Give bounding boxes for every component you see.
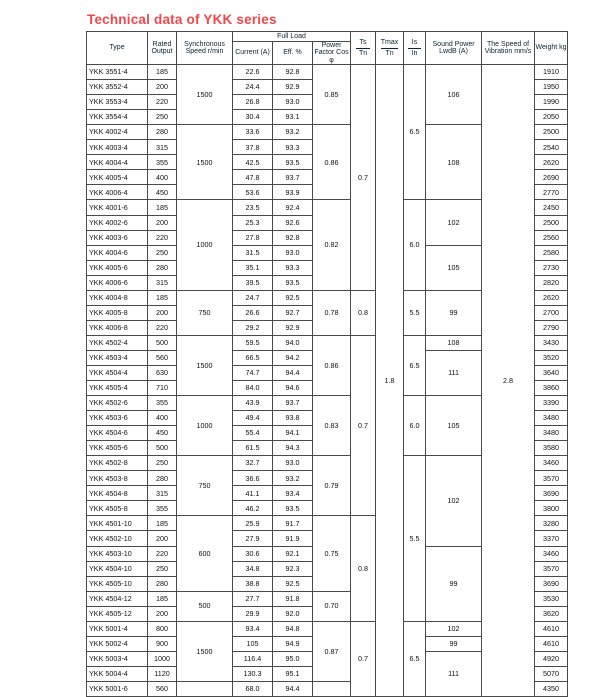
header-current: Current (A) [233, 42, 273, 65]
cell-weight: 3280 [535, 516, 568, 531]
cell-weight: 1910 [535, 65, 568, 80]
cell-rated-output: 200 [148, 606, 177, 621]
cell-current: 61.5 [233, 441, 273, 456]
cell-current: 55.4 [233, 426, 273, 441]
cell-eff: 92.8 [273, 230, 313, 245]
cell-rated-output: 220 [148, 546, 177, 561]
cell-current: 26.6 [233, 305, 273, 320]
cell-current: 37.8 [233, 140, 273, 155]
cell-weight: 3460 [535, 456, 568, 471]
cell-synchronous-speed: 1500 [177, 65, 233, 125]
cell-eff: 94.1 [273, 426, 313, 441]
cell-weight: 1950 [535, 80, 568, 95]
cell-weight: 2450 [535, 200, 568, 215]
header-synchronous-speed: Synchronous Speed r/min [177, 32, 233, 65]
cell-power-factor: 0.78 [313, 290, 351, 335]
header-tmax-numerator: Tmax [380, 39, 399, 47]
cell-eff: 92.4 [273, 200, 313, 215]
cell-current: 68.0 [233, 681, 273, 696]
cell-type: YKK 4503-4 [87, 350, 148, 365]
header-type: Type [87, 32, 148, 65]
cell-tmax-tn: 1.8 [376, 65, 404, 697]
cell-eff: 91.9 [273, 531, 313, 546]
cell-type: YKK 4504-4 [87, 365, 148, 380]
cell-current: 49.4 [233, 411, 273, 426]
cell-type: YKK 4003-4 [87, 140, 148, 155]
cell-type: YKK 4005-8 [87, 305, 148, 320]
cell-eff: 92.1 [273, 546, 313, 561]
cell-type: YKK 4501-10 [87, 516, 148, 531]
cell-current: 25.3 [233, 215, 273, 230]
cell-weight: 2700 [535, 305, 568, 320]
cell-type: YKK 4005-6 [87, 260, 148, 275]
cell-sound-power: 111 [426, 651, 482, 696]
technical-data-table [86, 31, 568, 697]
cell-type: YKK 4502-8 [87, 456, 148, 471]
cell-synchronous-speed [177, 681, 233, 696]
cell-eff: 93.8 [273, 411, 313, 426]
cell-type: YKK 4504-6 [87, 426, 148, 441]
cell-weight: 2790 [535, 320, 568, 335]
cell-weight: 3480 [535, 426, 568, 441]
cell-eff: 93.5 [273, 275, 313, 290]
cell-sound-power: 105 [426, 245, 482, 290]
cell-eff: 93.3 [273, 260, 313, 275]
cell-weight: 2500 [535, 125, 568, 140]
cell-weight: 5070 [535, 666, 568, 681]
cell-ts-tn: 0.7 [351, 621, 376, 696]
cell-current: 39.5 [233, 275, 273, 290]
cell-weight: 4350 [535, 681, 568, 696]
cell-rated-output: 800 [148, 621, 177, 636]
cell-rated-output: 450 [148, 426, 177, 441]
cell-type: YKK 4503-6 [87, 411, 148, 426]
cell-current: 38.8 [233, 576, 273, 591]
cell-rated-output: 250 [148, 245, 177, 260]
cell-sound-power: 102 [426, 456, 482, 546]
cell-type: YKK 4504-8 [87, 486, 148, 501]
cell-type: YKK 3551-4 [87, 65, 148, 80]
cell-weight: 2540 [535, 140, 568, 155]
cell-synchronous-speed: 1500 [177, 335, 233, 395]
cell-power-factor: 0.75 [313, 516, 351, 591]
cell-rated-output: 400 [148, 411, 177, 426]
cell-current: 27.8 [233, 230, 273, 245]
cell-power-factor: 0.83 [313, 396, 351, 456]
cell-type: YKK 4505-10 [87, 576, 148, 591]
cell-eff: 94.0 [273, 335, 313, 350]
cell-current: 22.6 [233, 65, 273, 80]
cell-rated-output: 355 [148, 501, 177, 516]
cell-rated-output: 500 [148, 335, 177, 350]
technical-data-table-wrapper [86, 31, 567, 697]
cell-weight: 2770 [535, 185, 568, 200]
cell-type: YKK 4004-8 [87, 290, 148, 305]
cell-rated-output: 280 [148, 576, 177, 591]
cell-type: YKK 4502-10 [87, 531, 148, 546]
cell-type: YKK 5001-6 [87, 681, 148, 696]
cell-weight: 4610 [535, 636, 568, 651]
header-is-denominator: In [411, 49, 418, 57]
cell-weight: 1990 [535, 95, 568, 110]
header-ts-denominator: Tn [358, 49, 368, 57]
cell-type: YKK 4502-6 [87, 396, 148, 411]
cell-current: 130.3 [233, 666, 273, 681]
cell-synchronous-speed: 750 [177, 456, 233, 516]
cell-eff: 92.8 [273, 65, 313, 80]
cell-is-in: 6.5 [404, 335, 426, 395]
cell-type: YKK 4504-10 [87, 561, 148, 576]
cell-type: YKK 5003-4 [87, 651, 148, 666]
cell-rated-output: 630 [148, 365, 177, 380]
cell-power-factor: 0.82 [313, 200, 351, 290]
cell-type: YKK 5002-4 [87, 636, 148, 651]
cell-current: 84.0 [233, 381, 273, 396]
cell-sound-power: 102 [426, 621, 482, 636]
cell-weight: 2620 [535, 290, 568, 305]
cell-eff: 93.0 [273, 95, 313, 110]
cell-type: YKK 4005-4 [87, 170, 148, 185]
cell-rated-output: 250 [148, 561, 177, 576]
cell-type: YKK 4502-4 [87, 335, 148, 350]
cell-weight: 3530 [535, 591, 568, 606]
header-row-top [87, 32, 568, 42]
cell-weight: 2500 [535, 215, 568, 230]
cell-current: 29.9 [233, 606, 273, 621]
cell-rated-output: 220 [148, 320, 177, 335]
header-rated-output: Rated Output [148, 32, 177, 65]
page-title: Technical data of YKK series [87, 12, 277, 27]
header-full-load: Full Load [233, 32, 351, 42]
cell-rated-output: 315 [148, 486, 177, 501]
cell-sound-power: 99 [426, 290, 482, 335]
cell-is-in: 6.0 [404, 396, 426, 456]
fraction-bar-icon [356, 48, 370, 49]
table-row [87, 65, 568, 80]
cell-power-factor: 0.87 [313, 621, 351, 681]
cell-eff: 93.5 [273, 501, 313, 516]
cell-current: 32.7 [233, 456, 273, 471]
cell-eff: 92.5 [273, 290, 313, 305]
cell-type: YKK 4505-12 [87, 606, 148, 621]
cell-type: YKK 4004-4 [87, 155, 148, 170]
cell-rated-output: 355 [148, 396, 177, 411]
cell-rated-output: 250 [148, 456, 177, 471]
cell-current: 59.5 [233, 335, 273, 350]
cell-eff: 94.6 [273, 381, 313, 396]
cell-rated-output: 250 [148, 110, 177, 125]
cell-rated-output: 200 [148, 215, 177, 230]
cell-ts-tn: 0.8 [351, 290, 376, 335]
header-sound-power: Sound Power LwdB (A) [426, 32, 482, 65]
cell-eff: 94.9 [273, 636, 313, 651]
cell-eff: 94.8 [273, 621, 313, 636]
cell-eff: 92.0 [273, 606, 313, 621]
cell-rated-output: 185 [148, 290, 177, 305]
cell-current: 26.8 [233, 95, 273, 110]
cell-current: 66.5 [233, 350, 273, 365]
cell-power-factor: 0.86 [313, 125, 351, 200]
cell-eff: 93.4 [273, 486, 313, 501]
cell-rated-output: 1120 [148, 666, 177, 681]
cell-rated-output: 355 [148, 155, 177, 170]
cell-eff: 91.7 [273, 516, 313, 531]
cell-synchronous-speed: 750 [177, 290, 233, 335]
cell-weight: 3570 [535, 471, 568, 486]
cell-current: 53.6 [233, 185, 273, 200]
cell-eff: 93.5 [273, 155, 313, 170]
cell-rated-output: 185 [148, 200, 177, 215]
cell-eff: 95.1 [273, 666, 313, 681]
cell-power-factor: 0.85 [313, 65, 351, 125]
cell-power-factor: 0.79 [313, 456, 351, 516]
cell-eff: 93.2 [273, 125, 313, 140]
cell-eff: 93.3 [273, 140, 313, 155]
cell-weight: 4610 [535, 621, 568, 636]
cell-eff: 92.9 [273, 80, 313, 95]
fraction-bar-icon [381, 48, 397, 49]
cell-synchronous-speed: 1500 [177, 621, 233, 681]
cell-type: YKK 4003-6 [87, 230, 148, 245]
cell-current: 27.7 [233, 591, 273, 606]
cell-type: YKK 4504-12 [87, 591, 148, 606]
cell-type: YKK 4503-8 [87, 471, 148, 486]
cell-power-factor: 0.70 [313, 591, 351, 621]
cell-type: YKK 4004-6 [87, 245, 148, 260]
cell-weight: 3800 [535, 501, 568, 516]
cell-current: 46.2 [233, 501, 273, 516]
cell-weight: 2560 [535, 230, 568, 245]
cell-rated-output: 220 [148, 230, 177, 245]
cell-type: YKK 4001-6 [87, 200, 148, 215]
cell-weight: 3690 [535, 576, 568, 591]
cell-sound-power: 108 [426, 335, 482, 350]
cell-type: YKK 4505-4 [87, 381, 148, 396]
cell-vibration-speed: 2.8 [482, 65, 535, 697]
cell-power-factor [313, 681, 351, 696]
cell-synchronous-speed: 1000 [177, 396, 233, 456]
cell-current: 116.4 [233, 651, 273, 666]
cell-sound-power: 105 [426, 396, 482, 456]
cell-current: 33.6 [233, 125, 273, 140]
fraction-bar-icon [408, 48, 421, 49]
cell-is-in: 6.0 [404, 200, 426, 290]
cell-weight: 3570 [535, 561, 568, 576]
cell-eff: 92.9 [273, 320, 313, 335]
cell-weight: 2050 [535, 110, 568, 125]
cell-current: 30.6 [233, 546, 273, 561]
cell-eff: 93.7 [273, 170, 313, 185]
cell-current: 43.9 [233, 396, 273, 411]
header-tmax-denominator: Tn [385, 49, 394, 57]
cell-type: YKK 4006-8 [87, 320, 148, 335]
cell-sound-power: 108 [426, 125, 482, 200]
cell-current: 105 [233, 636, 273, 651]
cell-type: YKK 5004-4 [87, 666, 148, 681]
cell-current: 34.8 [233, 561, 273, 576]
cell-current: 29.2 [233, 320, 273, 335]
cell-synchronous-speed: 1000 [177, 200, 233, 290]
cell-sound-power: 102 [426, 200, 482, 245]
cell-weight: 3520 [535, 350, 568, 365]
cell-current: 23.5 [233, 200, 273, 215]
cell-eff: 93.0 [273, 245, 313, 260]
cell-weight: 3620 [535, 606, 568, 621]
cell-sound-power: 106 [426, 65, 482, 125]
cell-is-in: 5.5 [404, 456, 426, 622]
cell-eff: 94.4 [273, 681, 313, 696]
cell-weight: 3370 [535, 531, 568, 546]
cell-weight: 3860 [535, 381, 568, 396]
cell-rated-output: 315 [148, 275, 177, 290]
cell-eff: 94.4 [273, 365, 313, 380]
cell-synchronous-speed: 500 [177, 591, 233, 621]
cell-eff: 94.3 [273, 441, 313, 456]
header-ts-tn [351, 32, 376, 65]
cell-rated-output: 185 [148, 516, 177, 531]
cell-current: 35.1 [233, 260, 273, 275]
cell-rated-output: 280 [148, 125, 177, 140]
cell-eff: 93.9 [273, 185, 313, 200]
header-ts-numerator: Ts [359, 39, 367, 47]
cell-eff: 93.1 [273, 110, 313, 125]
cell-rated-output: 185 [148, 65, 177, 80]
cell-type: YKK 4503-10 [87, 546, 148, 561]
cell-type: YKK 4002-6 [87, 215, 148, 230]
table-header [87, 32, 568, 65]
cell-eff: 94.2 [273, 350, 313, 365]
cell-weight: 2690 [535, 170, 568, 185]
cell-rated-output: 280 [148, 260, 177, 275]
cell-eff: 95.0 [273, 651, 313, 666]
cell-rated-output: 1000 [148, 651, 177, 666]
cell-ts-tn: 0.7 [351, 65, 376, 291]
cell-ts-tn: 0.7 [351, 335, 376, 516]
header-weight: Weight kg [535, 32, 568, 65]
cell-eff: 92.6 [273, 215, 313, 230]
cell-eff: 92.3 [273, 561, 313, 576]
cell-synchronous-speed: 600 [177, 516, 233, 591]
cell-type: YKK 5001-4 [87, 621, 148, 636]
cell-type: YKK 3552-4 [87, 80, 148, 95]
cell-rated-output: 900 [148, 636, 177, 651]
cell-eff: 93.2 [273, 471, 313, 486]
cell-synchronous-speed: 1500 [177, 125, 233, 200]
cell-weight: 2620 [535, 155, 568, 170]
cell-rated-output: 560 [148, 350, 177, 365]
cell-rated-output: 200 [148, 531, 177, 546]
cell-weight: 3690 [535, 486, 568, 501]
cell-current: 27.9 [233, 531, 273, 546]
cell-weight: 3580 [535, 441, 568, 456]
cell-ts-tn: 0.8 [351, 516, 376, 621]
cell-type: YKK 4006-4 [87, 185, 148, 200]
cell-is-in: 6.5 [404, 65, 426, 200]
header-is-in [404, 32, 426, 65]
cell-current: 93.4 [233, 621, 273, 636]
cell-weight: 3390 [535, 396, 568, 411]
cell-rated-output: 200 [148, 305, 177, 320]
cell-current: 41.1 [233, 486, 273, 501]
cell-rated-output: 450 [148, 185, 177, 200]
cell-current: 25.9 [233, 516, 273, 531]
cell-current: 36.6 [233, 471, 273, 486]
cell-rated-output: 200 [148, 80, 177, 95]
cell-rated-output: 185 [148, 591, 177, 606]
header-tmax-tn [376, 32, 404, 65]
cell-current: 24.7 [233, 290, 273, 305]
cell-eff: 92.5 [273, 576, 313, 591]
cell-weight: 3430 [535, 335, 568, 350]
header-vibration-speed: The Speed of Vibration mm/s [482, 32, 535, 65]
table-body [87, 65, 568, 697]
cell-current: 24.4 [233, 80, 273, 95]
cell-weight: 3480 [535, 411, 568, 426]
cell-weight: 3460 [535, 546, 568, 561]
cell-current: 74.7 [233, 365, 273, 380]
header-power-factor: Power Factor Cos φ [314, 42, 349, 64]
cell-current: 42.5 [233, 155, 273, 170]
cell-rated-output: 500 [148, 441, 177, 456]
cell-eff: 92.7 [273, 305, 313, 320]
cell-eff: 93.0 [273, 456, 313, 471]
cell-rated-output: 400 [148, 170, 177, 185]
cell-is-in: 6.5 [404, 621, 426, 696]
cell-rated-output: 220 [148, 95, 177, 110]
cell-weight: 3640 [535, 365, 568, 380]
cell-is-in: 5.5 [404, 290, 426, 335]
cell-power-factor: 0.86 [313, 335, 351, 395]
cell-weight: 2820 [535, 275, 568, 290]
cell-eff: 93.7 [273, 396, 313, 411]
cell-type: YKK 4002-4 [87, 125, 148, 140]
cell-weight: 2580 [535, 245, 568, 260]
cell-current: 47.8 [233, 170, 273, 185]
header-is-numerator: Is [411, 39, 418, 47]
cell-current: 30.4 [233, 110, 273, 125]
cell-sound-power: 99 [426, 546, 482, 621]
cell-type: YKK 4006-6 [87, 275, 148, 290]
cell-type: YKK 3553-4 [87, 95, 148, 110]
cell-rated-output: 315 [148, 140, 177, 155]
cell-rated-output: 560 [148, 681, 177, 696]
cell-current: 31.5 [233, 245, 273, 260]
cell-eff: 91.8 [273, 591, 313, 606]
cell-weight: 4920 [535, 651, 568, 666]
cell-sound-power: 111 [426, 350, 482, 395]
cell-type: YKK 4505-8 [87, 501, 148, 516]
cell-type: YKK 3554-4 [87, 110, 148, 125]
cell-sound-power: 99 [426, 636, 482, 651]
header-eff: Eff. % [273, 42, 313, 65]
cell-type: YKK 4505-6 [87, 441, 148, 456]
cell-weight: 2730 [535, 260, 568, 275]
cell-rated-output: 710 [148, 381, 177, 396]
cell-rated-output: 280 [148, 471, 177, 486]
